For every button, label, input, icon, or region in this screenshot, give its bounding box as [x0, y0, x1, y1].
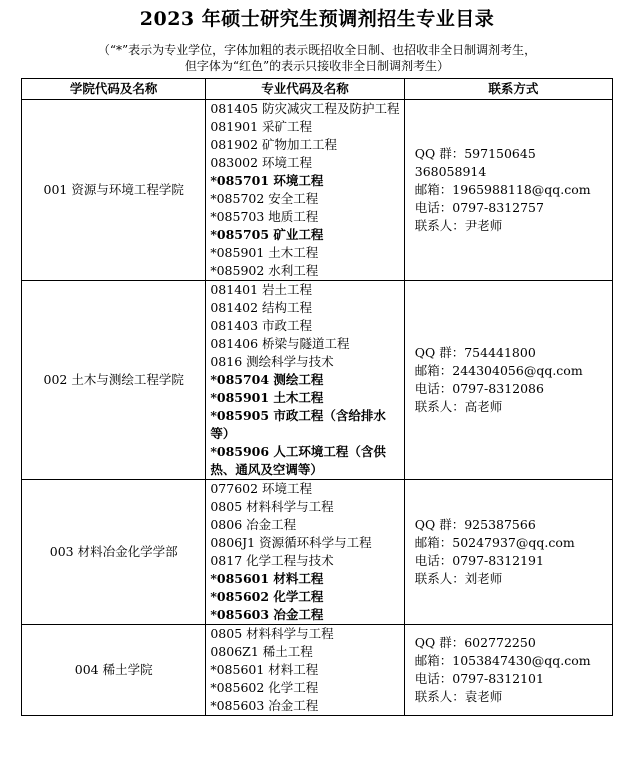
- header-major: 专业代码及名称: [206, 79, 404, 100]
- major-item: 0805 材料科学与工程: [210, 626, 334, 641]
- major-item: *085603 冶金工程: [210, 698, 319, 713]
- contact-line: QQ 群：925387566: [414, 517, 536, 532]
- major-item: *085602 化学工程: [210, 680, 319, 695]
- major-item: 081406 桥梁与隧道工程: [210, 336, 350, 351]
- contact-line: 联系人：尹老师: [414, 218, 503, 233]
- major-list-cell: [206, 100, 404, 281]
- major-item: *085602 化学工程: [210, 589, 324, 604]
- contact-cell: [404, 480, 612, 625]
- school-name-cell: 003 材料冶金化学学部: [22, 480, 206, 625]
- major-item: 081902 矿物加工工程: [210, 137, 338, 152]
- contact-line: QQ 群：597150645: [414, 146, 536, 161]
- major-item: *085901 土木工程: [210, 245, 319, 260]
- contact-line: QQ 群：602772250: [414, 635, 536, 650]
- major-item: *085902 水利工程: [210, 263, 319, 278]
- major-item: *085906 人工环境工程（含供热、通风及空调等）: [210, 444, 386, 477]
- contact-line: 电话：0797-8312757: [414, 200, 544, 215]
- major-item: *085905 市政工程（含给排水等）: [210, 408, 386, 441]
- major-item: *085601 材料工程: [210, 571, 324, 586]
- major-item: 0816 测绘科学与技术: [210, 354, 334, 369]
- contact-cell: [404, 281, 612, 480]
- major-item: *085901 土木工程: [210, 390, 324, 405]
- major-item: 077602 环境工程: [210, 481, 313, 496]
- major-item: *085603 冶金工程: [210, 607, 324, 622]
- catalog-table: [21, 78, 613, 716]
- major-item: 083002 环境工程: [210, 155, 313, 170]
- major-item: 081401 岩土工程: [210, 282, 313, 297]
- major-item: *085702 安全工程: [210, 191, 319, 206]
- header-contact: 联系方式: [404, 79, 612, 100]
- table-row: [22, 100, 613, 281]
- school-name-cell: 002 土木与测绘工程学院: [22, 281, 206, 480]
- contact-cell: [404, 625, 612, 716]
- contact-line: 电话：0797-8312101: [414, 671, 544, 686]
- contact-line: 邮箱：1965988118@qq.com: [414, 182, 591, 197]
- contact-line: 联系人：高老师: [414, 399, 503, 414]
- major-item: 0806 冶金工程: [210, 517, 297, 532]
- major-item: 081402 结构工程: [210, 300, 313, 315]
- table-header-row: [22, 79, 613, 100]
- table-row: [22, 625, 613, 716]
- major-item: 081901 采矿工程: [210, 119, 313, 134]
- major-item: *085601 材料工程: [210, 662, 319, 677]
- contact-line: 邮箱：1053847430@qq.com: [414, 653, 591, 668]
- table-row: [22, 480, 613, 625]
- major-item: 0805 材料科学与工程: [210, 499, 334, 514]
- contact-line: 邮箱：50247937@qq.com: [414, 535, 575, 550]
- major-item: 0817 化学工程与技术: [210, 553, 334, 568]
- major-list-cell: [206, 480, 404, 625]
- page-title: 2023 年硕士研究生预调剂招生专业目录: [139, 8, 495, 30]
- table-row: [22, 281, 613, 480]
- school-name-cell: 001 资源与环境工程学院: [22, 100, 206, 281]
- major-item: *085705 矿业工程: [210, 227, 324, 242]
- major-list-cell: [206, 625, 404, 716]
- contact-line: 电话：0797-8312086: [414, 381, 544, 396]
- legend-note-line-1: （“*”表示为专业学位，字体加粗的表示既招收全日制、也招收非全日制调剂考生，: [97, 43, 537, 57]
- contact-line: QQ 群：754441800: [414, 345, 536, 360]
- major-item: 081405 防灾减灾工程及防护工程: [210, 101, 400, 116]
- contact-line: 联系人：袁老师: [414, 689, 503, 704]
- major-item: 0806Z1 稀土工程: [210, 644, 313, 659]
- contact-line: 联系人：刘老师: [414, 571, 503, 586]
- major-item: 081403 市政工程: [210, 318, 313, 333]
- major-item: *085703 地质工程: [210, 209, 319, 224]
- header-school: 学院代码及名称: [22, 79, 206, 100]
- contact-cell: [404, 100, 612, 281]
- school-name-cell: 004 稀土学院: [22, 625, 206, 716]
- legend-note-line-2: 但字体为“红色”的表示只接收非全日制调剂考生）: [184, 59, 450, 73]
- major-list-cell: [206, 281, 404, 480]
- contact-line: 电话：0797-8312191: [414, 553, 544, 568]
- major-item: 0806J1 资源循环科学与工程: [210, 535, 372, 550]
- contact-line: 邮箱：244304056@qq.com: [414, 363, 583, 378]
- contact-line: 368058914: [414, 164, 487, 179]
- major-item: *085701 环境工程: [210, 173, 324, 188]
- major-item: *085704 测绘工程: [210, 372, 324, 387]
